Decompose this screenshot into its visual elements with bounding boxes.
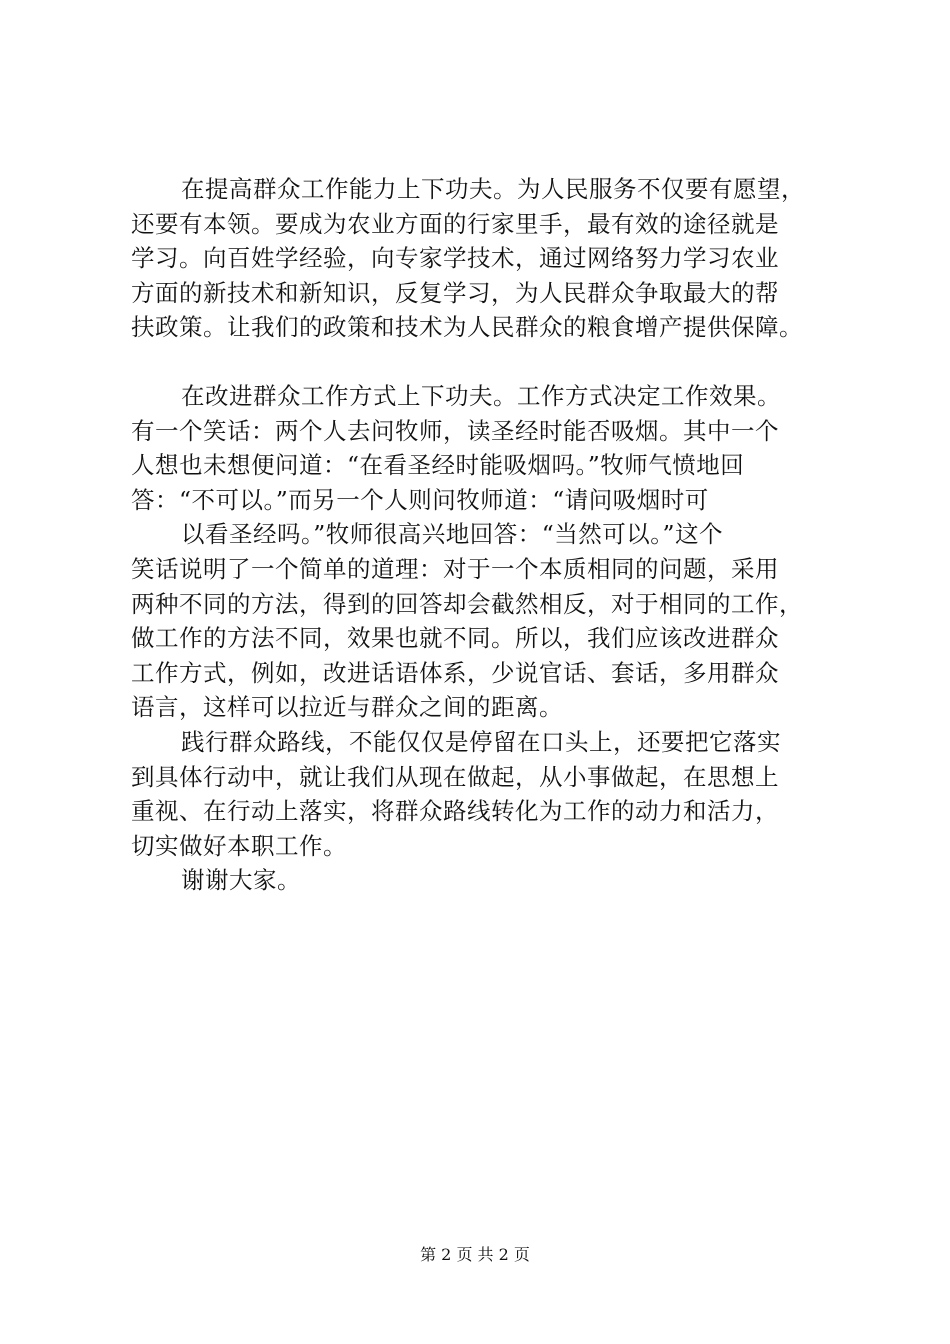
text-line: 学习。向百姓学经验，向专家学技术，通过网络努力学习农业 bbox=[131, 244, 779, 273]
text-line: 在改进群众工作方式上下功夫。工作方式决定工作效果。 bbox=[181, 381, 781, 410]
text-line: 践行群众路线，不能仅仅是停留在口头上，还要把它落实 bbox=[181, 727, 781, 756]
text-line: 到具体行动中，就让我们从现在做起，从小事做起，在思想上 bbox=[131, 762, 779, 791]
document-body bbox=[131, 172, 851, 898]
paragraph-mass-line bbox=[131, 725, 851, 863]
text-line: 两种不同的方法，得到的回答却会截然相反，对于相同的工作， bbox=[131, 589, 803, 618]
text-line: 谢谢大家。 bbox=[181, 866, 301, 895]
paragraph-spacer bbox=[131, 345, 851, 379]
text-line: 笑话说明了一个简单的道理：对于一个本质相同的问题，采用 bbox=[131, 554, 779, 583]
text-line: 扶政策。让我们的政策和技术为人民群众的粮食增产提供保障。 bbox=[131, 313, 803, 342]
paragraph-work-ability bbox=[131, 172, 851, 345]
text-line: 人想也未想便问道：“在看圣经时能吸烟吗。”牧师气愤地回 bbox=[131, 451, 745, 480]
page-footer bbox=[0, 1244, 950, 1266]
text-line: 还要有本领。要成为农业方面的行家里手，最有效的途径就是 bbox=[131, 209, 779, 238]
paragraph-work-method bbox=[131, 379, 851, 517]
text-line: 以看圣经吗。”牧师很高兴地回答：“当然可以。”这个 bbox=[181, 520, 724, 549]
text-line: 切实做好本职工作。 bbox=[131, 831, 347, 860]
text-line: 工作方式，例如，改进话语体系，少说官话、套话，多用群众 bbox=[131, 658, 779, 687]
text-line: 语言，这样可以拉近与群众之间的距离。 bbox=[131, 693, 563, 722]
text-line: 答：“不可以。”而另一个人则问牧师道：“请问吸烟时可 bbox=[131, 485, 709, 514]
page-number-label: 第 2 页 共 2 页 bbox=[420, 1245, 530, 1264]
text-line: 做工作的方法不同，效果也就不同。所以，我们应该改进群众 bbox=[131, 624, 779, 653]
text-line: 有一个笑话：两个人去问牧师，读圣经时能否吸烟。其中一个 bbox=[131, 416, 779, 445]
text-line: 方面的新技术和新知识，反复学习，为人民群众争取最大的帮 bbox=[131, 278, 779, 307]
text-line: 重视、在行动上落实，将群众路线转化为工作的动力和活力， bbox=[131, 797, 779, 826]
paragraph-closing bbox=[131, 863, 851, 898]
paragraph-joke-lesson bbox=[131, 517, 851, 725]
text-line: 在提高群众工作能力上下功夫。为人民服务不仅要有愿望， bbox=[181, 175, 805, 203]
